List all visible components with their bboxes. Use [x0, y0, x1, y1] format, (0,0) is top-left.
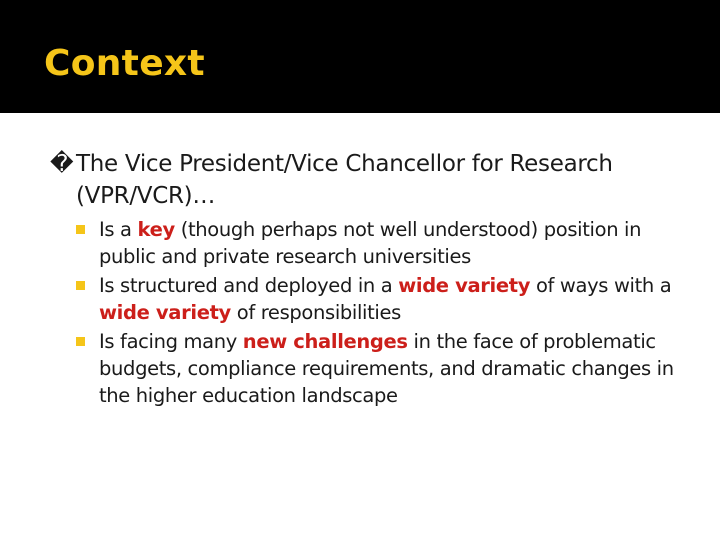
highlight-text: key [137, 218, 175, 241]
sub-bullet-list [76, 216, 676, 409]
bullet-text: in the face of problematic budgets, compliance requirements, and dramatic changes in the higher education landscape [99, 330, 674, 407]
highlight-text: new challenges [242, 330, 408, 353]
bullet-text: Is facing many [99, 330, 243, 353]
square-bullet-icon [76, 225, 85, 234]
main-point-text: The Vice President/Vice Chancellor for Research (VPR/VCR)… [76, 151, 613, 209]
sub-bullet-item [76, 216, 676, 270]
square-bullet-icon [76, 337, 85, 346]
bullet-text: Is a [99, 218, 138, 241]
bullet-text: of ways with a [530, 274, 672, 297]
sub-bullet-item [76, 328, 676, 409]
square-bullet-icon [76, 281, 85, 290]
sub-bullet-item [76, 272, 676, 326]
slide-content [0, 148, 720, 411]
main-point [50, 148, 656, 212]
highlight-text: wide variety [99, 301, 231, 324]
bullet-text: Is structured and deployed in a [99, 274, 399, 297]
title-bar [0, 0, 720, 113]
slide-title: Context [44, 43, 205, 84]
bullet-text: of responsibilities [230, 301, 401, 324]
replacement-char-bullet-icon: � [50, 151, 74, 177]
bullet-text: (though perhaps not well understood) position in public and private research universities [99, 218, 642, 268]
highlight-text: wide variety [398, 274, 531, 297]
